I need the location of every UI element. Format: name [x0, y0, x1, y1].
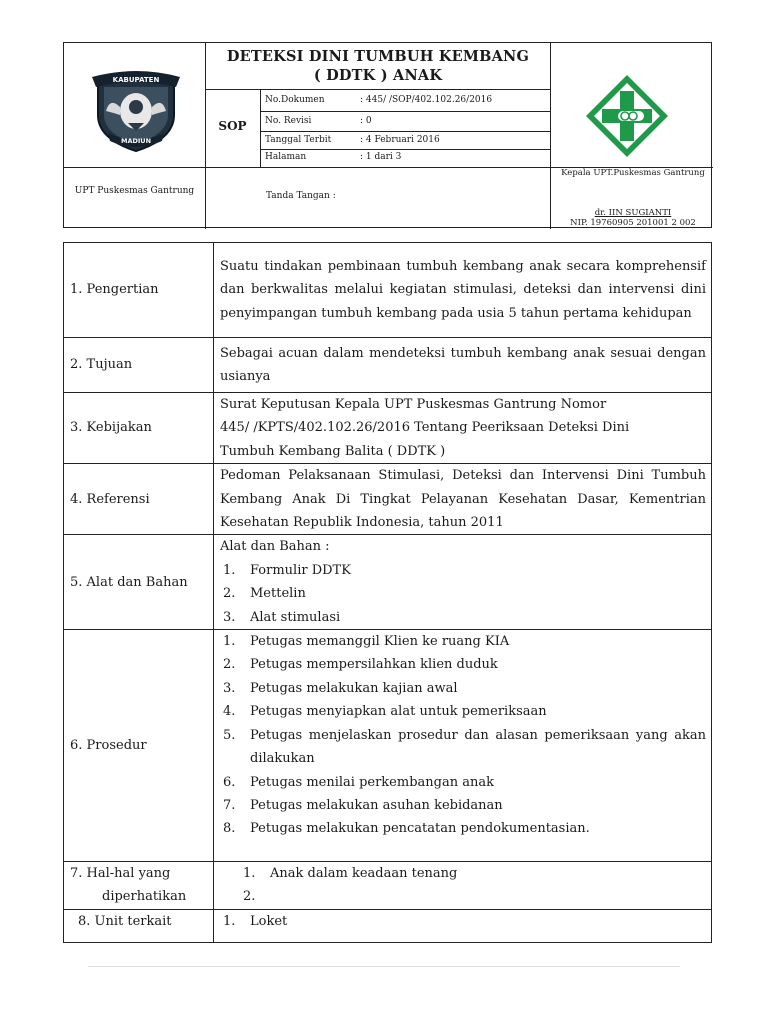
puskesmas-logo [584, 73, 670, 159]
row-hal-hal [64, 862, 712, 910]
list-item [220, 771, 706, 794]
alat-bahan-content [214, 535, 712, 630]
doc-number-label: No.Dokumen [265, 95, 325, 105]
list-number: 1. [223, 562, 236, 578]
head-title: Kepala UPT.Puskesmas Gantrung [561, 168, 705, 178]
doc-number-value: : 445/ /SOP/402.102.26/2016 [360, 95, 493, 105]
list-text: Petugas memanggil Klien ke ruang KIA [250, 634, 510, 650]
list-number: 1. [223, 634, 236, 650]
alat-bahan-intro: Alat dan Bahan : [220, 539, 330, 555]
referensi-text: Pedoman Pelaksanaan Stimulasi, Deteksi dan Intervensi Dini Tumbuh Kembang Anak Di Tingkat Pelayanan Kesehatan Dasar, Kementrian Kesehatan Republik Indonesia, tahun 2011 [214, 464, 712, 535]
list-item [220, 582, 706, 605]
row-tujuan [64, 338, 712, 393]
page-value: : 1 dari 3 [360, 152, 402, 162]
row-prosedur [64, 630, 712, 862]
list-number: 8. [223, 821, 236, 837]
page-footer-rule [88, 966, 680, 967]
alat-bahan-list [220, 559, 706, 629]
issue-date-value: : 4 Februari 2016 [360, 135, 440, 145]
list-number: 5. [223, 727, 236, 743]
prosedur-content [214, 630, 712, 862]
sop-header [63, 42, 712, 228]
revision-label: No. Revisi [265, 116, 312, 126]
list-text: Petugas melakukan kajian awal [250, 680, 458, 696]
hal-hal-list [220, 862, 706, 905]
page-label: Halaman [265, 152, 307, 162]
signature-label: Tanda Tangan : [266, 191, 336, 201]
list-number: 1. [243, 866, 256, 882]
list-number: 2. [223, 657, 236, 673]
unit-terkait-label: 8. Unit terkait [64, 909, 214, 942]
list-text: Petugas melakukan pencatatan pendokumentasian. [250, 821, 590, 837]
list-item [220, 910, 706, 933]
title-line-1: DETEKSI DINI TUMBUH KEMBANG [226, 48, 530, 65]
list-text: Petugas menyiapkan alat untuk pemeriksaan [250, 704, 547, 720]
list-item [220, 700, 706, 723]
list-item [240, 862, 706, 885]
row-alat-bahan [64, 535, 712, 630]
svg-text:MADIUN: MADIUN [120, 137, 152, 145]
hal-hal-label-line-2: diperhatikan [102, 889, 187, 905]
list-text: Alat stimulasi [250, 609, 341, 625]
list-text: Anak dalam keadaan tenang [270, 866, 458, 882]
unit-terkait-content [214, 909, 712, 942]
row-kebijakan [64, 393, 712, 464]
kebijakan-line-1: Surat Keputusan Kepala UPT Puskesmas Gantrung Nomor [220, 397, 607, 412]
referensi-label: 4. Referensi [64, 464, 214, 535]
unit-terkait-list [220, 910, 706, 933]
list-item [220, 794, 706, 817]
pengertian-label: 1. Pengertian [64, 243, 214, 338]
row-referensi [64, 464, 712, 535]
list-number: 3. [223, 609, 236, 625]
list-text: Mettelin [250, 586, 306, 602]
tujuan-text: Sebagai acuan dalam mendeteksi tumbuh kembang anak sesuai dengan usianya [214, 338, 712, 393]
row-pengertian [64, 243, 712, 338]
list-text: Petugas menilai perkembangan anak [250, 774, 494, 790]
kebijakan-label: 3. Kebijakan [64, 393, 214, 464]
list-number: 2. [223, 586, 236, 602]
prosedur-label: 6. Prosedur [64, 630, 214, 862]
head-nip: NIP. 19760905 201001 2 002 [570, 218, 696, 228]
issue-date-label: Tanggal Terbit [265, 135, 332, 145]
list-text: Petugas menjelaskan prosedur dan alasan pemeriksaan yang akan dilakukan [250, 727, 706, 767]
list-item [220, 724, 706, 771]
list-item [220, 817, 706, 840]
list-item [220, 606, 706, 629]
list-item [220, 653, 706, 676]
organization-name: UPT Puskesmas Gantrung [74, 186, 195, 196]
hal-hal-content [214, 862, 712, 910]
svg-text:KABUPATEN: KABUPATEN [112, 76, 160, 84]
pengertian-text: Suatu tindakan pembinaan tumbuh kembang anak secara komprehensif dan berkwalitas melalui kegiatan stimulasi, deteksi dan intervensi dini penyimpangan tumbuh kembang pada usia 5 tahun pertama kehidupan [214, 243, 712, 338]
list-number: 2. [243, 889, 256, 905]
row-unit-terkait [64, 909, 712, 942]
alat-bahan-label: 5. Alat dan Bahan [64, 535, 214, 630]
list-number: 4. [223, 704, 236, 720]
document-title [205, 47, 551, 85]
list-number: 7. [223, 797, 236, 813]
list-item [220, 630, 706, 653]
kebijakan-line-2: 445/ /KPTS/402.102.26/2016 Tentang Peeriksaan Deteksi Dini [220, 420, 630, 436]
prosedur-list [220, 630, 706, 841]
list-number: 3. [223, 680, 236, 696]
sop-label: SOP [218, 119, 247, 133]
list-number: 6. [223, 774, 236, 790]
list-text: Formulir DDTK [250, 562, 351, 578]
kebijakan-line-3: Tumbuh Kembang Balita ( DDTK ) [220, 443, 446, 459]
title-line-2: ( DDTK ) ANAK [313, 67, 443, 84]
revision-value: : 0 [360, 116, 372, 126]
list-item [220, 559, 706, 582]
hal-hal-label-line-1: 7. Hal-hal yang [70, 866, 171, 882]
list-item [220, 677, 706, 700]
kabupaten-madiun-logo [90, 67, 182, 153]
hal-hal-label [64, 862, 214, 910]
sop-content-table [63, 242, 712, 943]
tujuan-label: 2. Tujuan [64, 338, 214, 393]
list-text: Petugas mempersilahkan klien duduk [250, 657, 498, 673]
list-text: Petugas melakukan asuhan kebidanan [250, 797, 503, 813]
list-text: Loket [250, 913, 288, 929]
head-name: dr. IIN SUGIANTI [594, 208, 672, 218]
kebijakan-text [214, 393, 712, 464]
list-number: 1. [223, 913, 236, 929]
